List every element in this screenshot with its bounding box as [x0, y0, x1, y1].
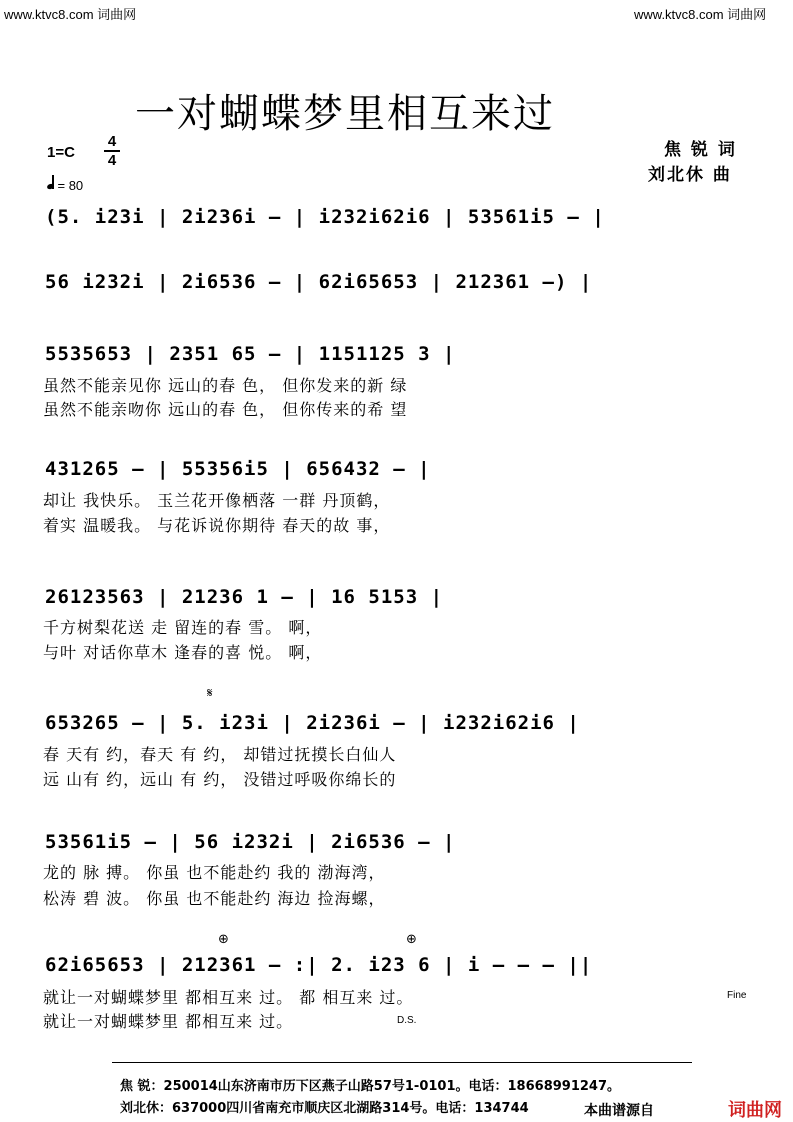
score-line-4: 431265 – | 55356i5 | 656432 – | — [45, 458, 431, 480]
lyrics-line-6-verse-1: 春 天有 约，春天 有 约， 却错过抚摸长白仙人 — [43, 745, 397, 764]
score-line-6: 653265 – | 5. i23i | 2i236i – | i232i62i6 | — [45, 712, 580, 734]
tempo-marking — [47, 178, 83, 193]
source-note: 本曲谱源自 — [584, 1103, 654, 1119]
lyrics-line-3-verse-2: 虽然不能亲吻你 远山的春 色， 但你传来的希 望 — [43, 400, 408, 419]
footer-contact-2: 刘北休：637000四川省南充市顺庆区北湖路314号。电话：134744 — [120, 1101, 529, 1116]
score-line-1: (5. i23i | 2i236i – | i232i62i6 | 53561i5 – | — [45, 206, 605, 228]
coda-icon-1: ⊕ — [218, 932, 229, 947]
time-sig-bottom: 4 — [107, 152, 117, 169]
score-line-5: 26123563 | 21236 1 – | 16 5153 | — [45, 586, 444, 608]
lyrics-line-8-verse-1: 就让一对蝴蝶梦里 都相互来 过。 都 相互来 过。 — [43, 988, 414, 1007]
time-signature — [104, 134, 120, 168]
footer-contact-1: 焦 锐：250014山东济南市历下区燕子山路57号1-0101。电话：18668991247。 — [120, 1079, 621, 1094]
page-title: 一对蝴蝶梦里相互来过 — [135, 91, 555, 137]
composer-credit: 刘北休 曲 — [648, 165, 732, 185]
watermark-left: www.ktvc8.com 词曲网 — [4, 7, 137, 22]
ds-marking: D.S. — [397, 1015, 417, 1026]
lyrics-line-4-verse-1: 却让 我快乐。 玉兰花开像栖落 一群 丹顶鹤， — [43, 491, 391, 510]
segno-icon: 𝄋 — [207, 686, 213, 701]
score-line-7: 53561i5 – | 56 i232i | 2i6536 – | — [45, 831, 456, 853]
site-logo: 词曲网 — [728, 1100, 782, 1121]
fine-marking: Fine — [727, 990, 747, 1001]
lyrics-line-5-verse-1: 千方树梨花送 走 留连的春 雪。 啊， — [43, 618, 323, 637]
watermark-right: www.ktvc8.com 词曲网 — [634, 7, 767, 22]
lyricist-credit: 焦 锐 词 — [664, 140, 737, 160]
lyrics-line-7-verse-2: 松涛 碧 波。 你虽 也不能赴约 海边 捡海螺， — [43, 889, 386, 908]
score-line-8: 62i65653 | 212361 – :| 2. i23 6 | i – – – || — [45, 954, 593, 976]
lyrics-line-5-verse-2: 与叶 对话你草木 逢春的喜 悦。 啊， — [43, 643, 323, 662]
score-line-2: 56 i232i | 2i6536 – | 62i65653 | 212361 –) | — [45, 271, 593, 293]
lyrics-line-7-verse-1: 龙的 脉 搏。 你虽 也不能赴约 我的 渤海湾， — [43, 863, 386, 882]
time-sig-top: 4 — [107, 133, 117, 150]
tempo-value: = 80 — [57, 178, 84, 193]
footer-divider — [112, 1062, 692, 1063]
lyrics-line-3-verse-1: 虽然不能亲见你 远山的春 色， 但你发来的新 绿 — [43, 376, 408, 395]
lyrics-line-8-verse-2: 就让一对蝴蝶梦里 都相互来 过。 — [43, 1012, 294, 1031]
lyrics-line-4-verse-2: 着实 温暖我。 与花诉说你期待 春天的故 事， — [43, 516, 391, 535]
key-signature: 1=C — [47, 144, 75, 161]
lyrics-line-6-verse-2: 远 山有 约，远山 有 约， 没错过呼吸你绵长的 — [43, 770, 397, 789]
coda-icon-2: ⊕ — [406, 932, 417, 947]
score-line-3: 5535653 | 2351 65 – | 1151125 3 | — [45, 343, 456, 365]
